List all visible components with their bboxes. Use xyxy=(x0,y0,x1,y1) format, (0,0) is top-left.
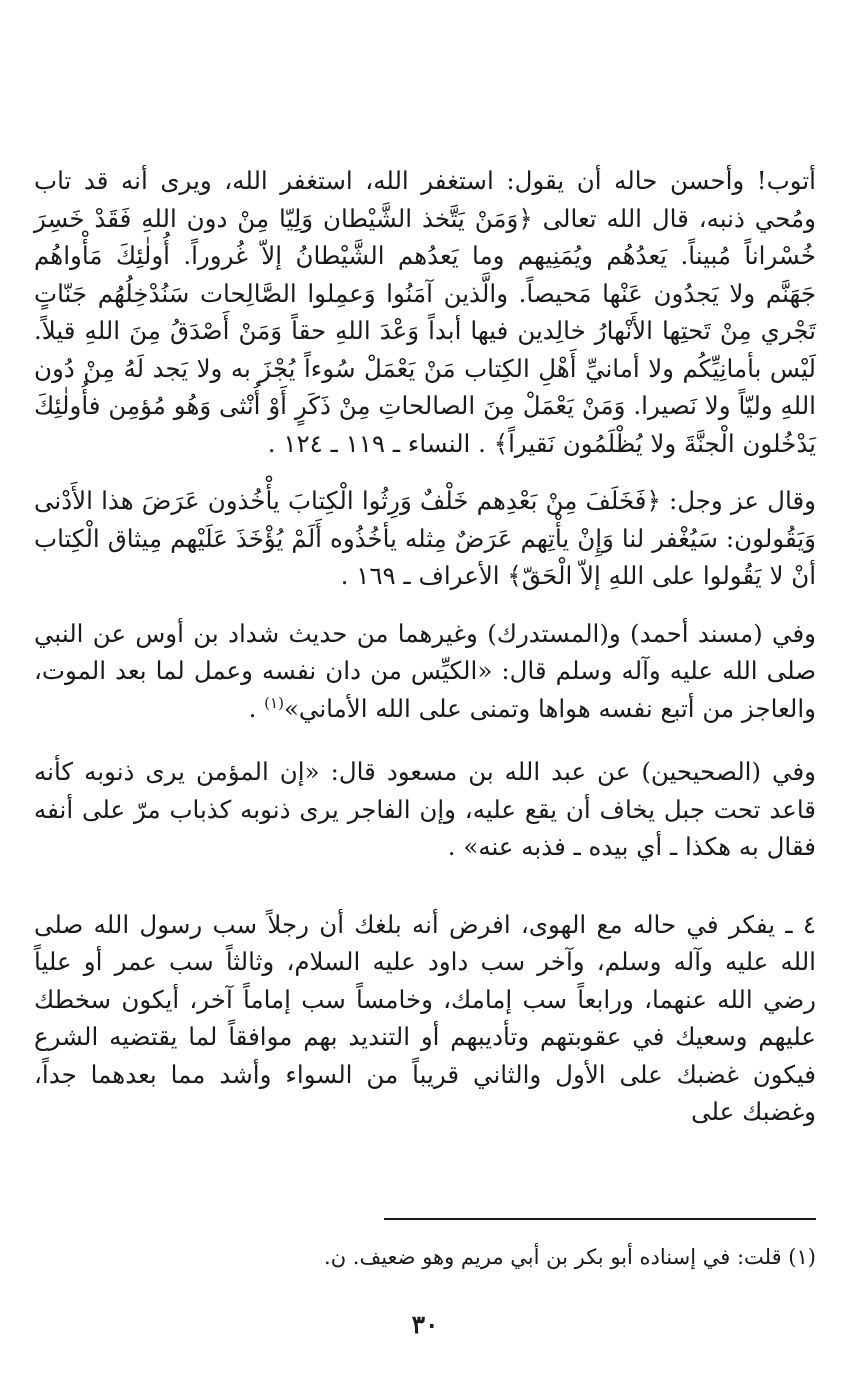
footnote-marker[interactable]: (١) xyxy=(264,693,284,712)
page-number: ٣٠ xyxy=(411,1310,439,1339)
footnote-divider xyxy=(384,1218,816,1220)
paragraph-quran-nisa: أتوب! وأحسن حاله أن يقول: استغفر الله، استغفر الله، ويرى أنه قد تاب ومُحي ذنبه، قال الله تعالى ﴿وَمَنْ يَتَّخذ الشَّيْطان وَلِيّا مِنْ دون اللهِ فَقَدْ خَسِرَ خُسْراناً مُبيناً. يَعدُهُم ويُمَنِيهم وما يَعدُهم الشَّيْطانُ إلاّ غُروراً. أُولٰئِكَ مَأْواهُم جَهَنَّم ولا يَجدُون عَنْها مَحيصاً. والَّذين آمَنُوا وَعمِلوا الصَّالِحات سَنُدْخِلُهُم جَنّاتٍ تَجْري مِنْ تَحتِها الأَنْهارُ خالِدين فيها أبداً وَعْدَ اللهِ حقاً وَمَنْ أَصْدَقُ مِنَ اللهِ قيلاً. لَيْس بأمانِيِّكُم ولا أمانيِّ أَهْلِ الكِتاب مَنْ يَعْمَلْ سُوءاً يُجْزَ به ولا يَجد لَهُ مِنْ دُون اللهِ وليّاً ولا نَصيرا. وَمَنْ يَعْمَلْ مِنَ الصالحاتِ مِنْ ذَكَرٍ أَوْ أُنْثى وَهُو مُؤمِن فأُولٰئِكَ يَدْخُلون الْجنَّةَ ولا يُظْلَمُون نَقيراً﴾ . النساء ـ ١١٩ ـ ١٢٤ . xyxy=(34,166,816,458)
paragraph-point-four: ٤ ـ يفكر في حاله مع الهوى، افرض أنه بلغك أن رجلاً سب رسول الله صلى الله عليه وآله وسلم، وآخر سب داود عليه السلام، وثالثاً سب عمر أو علياً رضي الله عنهما، ورابعاً سب إمامك، وخامساً سب إماماً آخر، أيكون سخطك عليهم وسعيك في عقوبتهم وتأديبهم أو التنديد بهم موافقاً لما يقتضيه الشرع فيكون غضبك على الأول والثاني قريباً من السواء وأشد مما بعدهما جداً، وغضبك على xyxy=(34,909,816,1126)
page-body xyxy=(34,162,816,1131)
paragraph-hadith-ibn-masud: وفي (الصحيحين) عن عبد الله بن مسعود قال: «إن المؤمن يرى ذنوبه كأنه قاعد تحت جبل يخاف أن يقع عليه، وإن الفاجر يرى ذنوبه كذباب مرّ على أنفه فقال به هكذا ـ أي بيده ـ فذبه عنه» . xyxy=(34,757,816,861)
footnote: (١) قلت: في إسناده أبو بكر بن أبي مريم وهو ضعيف. ن. xyxy=(324,1245,816,1269)
hadith-shaddad-text: وفي (مسند أحمد) و(المستدرك) وغيرهما من حديث شداد بن أوس عن النبي صلى الله عليه وآله وسلم قال: «الكيِّس من دان نفسه وعمل لما بعد الموت، والعاجز من أتبع نفسه هواها وتمنى على الله الأماني» xyxy=(34,618,816,723)
paragraph-hadith-shaddad xyxy=(34,615,816,728)
paragraph-quran-araf: وقال عز وجل: ﴿فَخَلَفَ مِنْ بَعْدِهم خَلْفٌ وَرِثُوا الْكِتابَ يأْخُذون عَرَضَ هذا الأَدْنى وَيَقُولون: سَيُغْفر لنا وَإِنْ يأْتِهم عَرَضٌ مِثله يأخُذُوه أَلَمْ يُؤْخَذَ عَلَيْهم مِيثاق الْكِتاب أنْ لا يَقُولوا على اللهِ إلاّ الْحَقّ﴾ الأعراف ـ ١٦٩ . xyxy=(34,486,816,590)
hadith-shaddad-end: . xyxy=(248,693,265,723)
